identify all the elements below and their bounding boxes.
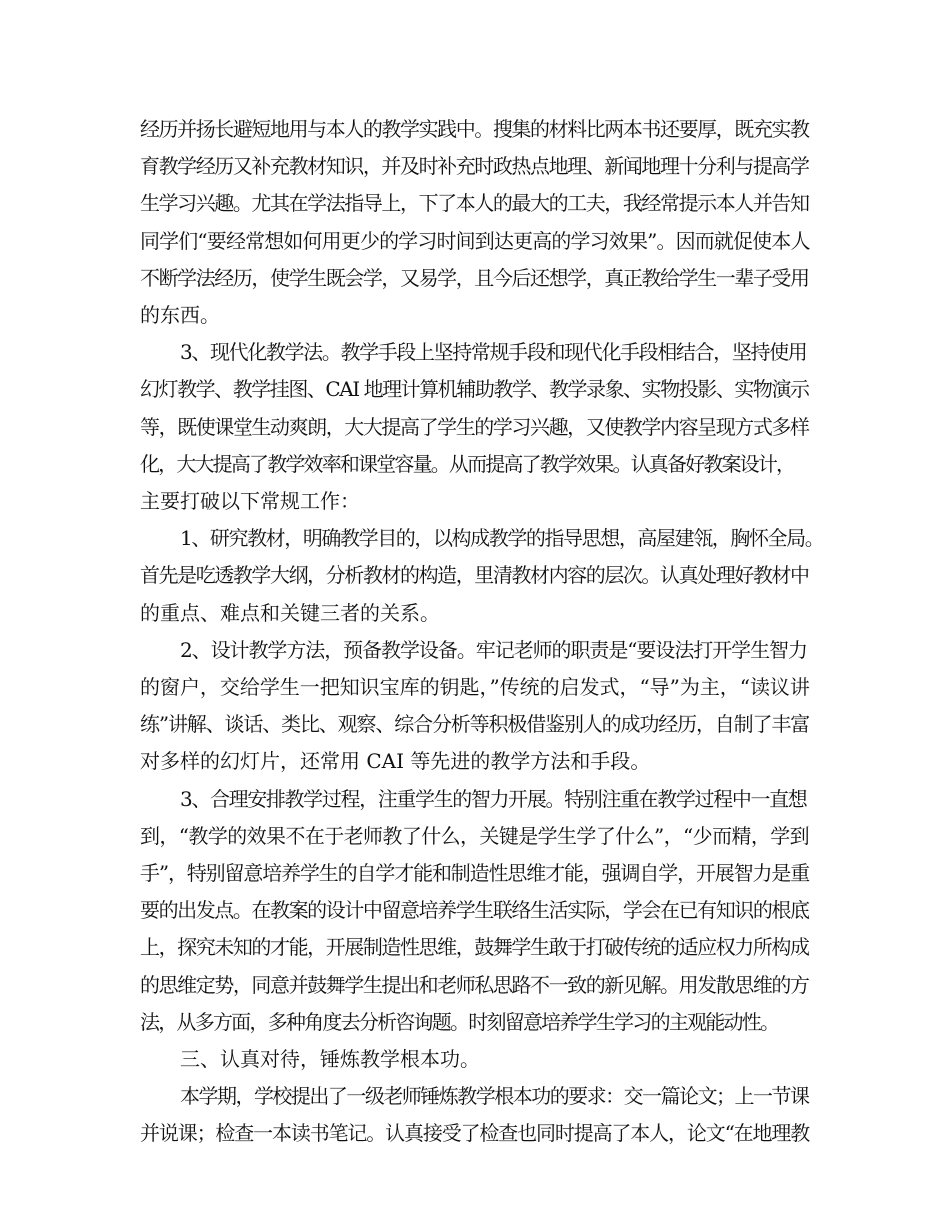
text-line: 等，既使课堂生动爽朗，大大提高了学生的学习兴趣，又使教学内容呈现方式多样 xyxy=(140,415,809,439)
text-line: 的思维定势，同意并鼓舞学生提出和老师私思路不一致的新见解。用发散思维的方 xyxy=(140,973,809,997)
text-line: 的重点、难点和关键三者的关系。 xyxy=(140,601,440,625)
paragraph-first-line: 3、合理安排教学过程，注重学生的智力开展。特别注重在教学过程中一直想 xyxy=(180,787,807,811)
text-line: 同学们“要经常想如何用更少的学习时间到达更高的学习效果”。因而就促使本人 xyxy=(140,229,810,253)
text-line: 的东西。 xyxy=(140,303,220,327)
paragraph-first-line: 1、研究教材，明确教学目的，以构成教学的指导思想，高屋建瓴，胸怀全局。 xyxy=(180,526,824,550)
text-line: 不断学法经历，使学生既会学，又易学，且今后还想学，真正教给学生一辈子受用 xyxy=(140,266,809,290)
paragraph-first-line: 本学期，学校提出了一级老师锤炼教学根本功的要求：交一篇论文；上一节课 xyxy=(180,1084,809,1108)
text-line: 练”讲解、谈话、类比、观察、综合分析等积极借鉴别人的成功经历，自制了丰富 xyxy=(140,712,810,736)
text-line: 法，从多方面，多种角度去分析咨询题。时刻留意培养学生学习的主观能动性。 xyxy=(140,1010,779,1034)
text-line: 要的出发点。在教案的设计中留意培养学生联络生活实际，学会在已有知识的根底 xyxy=(140,898,809,922)
text-line: 经历并扬长避短地用与本人的教学实践中。搜集的材料比两本书还要厚，既充实教 xyxy=(140,117,809,141)
paragraph-first-line: 2、设计教学方法，预备教学设备。牢记老师的职责是“要设法打开学生智力 xyxy=(180,638,807,662)
text-line: 到，“教学的效果不在于老师教了什么，关键是学生学了什么”，“少而精，学到 xyxy=(140,824,810,848)
text-line: 对多样的幻灯片，还常用 CAI 等先进的教学方法和手段。 xyxy=(140,749,651,773)
text-line: 手”，特别留意培养学生的自学才能和制造性思维才能，强调自学，开展智力是重 xyxy=(140,861,810,885)
text-line: 首先是吃透教学大纲，分析教材的构造，里清教材内容的层次。认真处理好教材中 xyxy=(140,563,809,587)
text-line: 并说课；检查一本读书笔记。认真接受了检查也同时提高了本人，论文“在地理教 xyxy=(140,1121,810,1145)
text-line: 生学习兴趣。尤其在学法指导上，下了本人的最大的工夫，我经常提示本人并告知 xyxy=(140,191,809,215)
text-line: 化，大大提高了教学效率和课堂容量。从而提高了教学效果。认真备好教案设计， xyxy=(140,452,795,476)
text-line: 育教学经历又补充教材知识，并及时补充时政热点地理、新闻地理十分利与提高学 xyxy=(140,154,809,178)
text-line: 上，探究未知的才能，开展制造性思维，鼓舞学生敢于打破传统的适应权力所构成 xyxy=(140,935,809,959)
text-line: 的窗户，交给学生一把知识宝库的钥匙，”传统的启发式，“导”为主，“读议讲 xyxy=(140,675,810,699)
section-heading: 三、认真对待，锤炼教学根本功。 xyxy=(180,1047,480,1071)
text-line: 幻灯教学、教学挂图、CAI 地理计算机辅助教学、教学录象、实物投影、实物演示 xyxy=(140,377,809,401)
text-line: 主要打破以下常规工作： xyxy=(140,489,360,513)
paragraph-first-line: 3、现代化教学法。教学手段上坚持常规手段和现代化手段相结合，坚持使用 xyxy=(180,340,807,364)
